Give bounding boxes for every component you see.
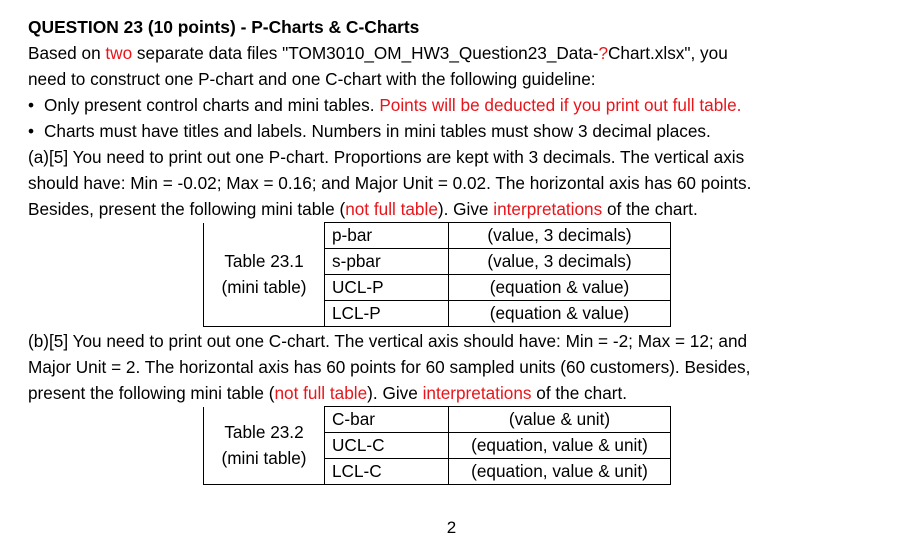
intro-text: Based on <box>28 43 106 63</box>
bullet-warning: Points will be deducted if you print out full table. <box>379 95 742 115</box>
part-a-line-1: (a)[5] You need to print out one P-chart. Proportions are kept with 3 decimals. The vertical axis <box>28 147 745 167</box>
table-key: p-bar <box>325 223 449 249</box>
part-b-text: of the chart. <box>531 383 628 403</box>
part-b-text: ). Give <box>367 383 423 403</box>
mini-table-23-2 <box>203 406 671 485</box>
bullet-icon: • <box>28 121 35 141</box>
intro-text: Chart.xlsx", you <box>608 43 728 63</box>
intro-line-1 <box>28 40 888 66</box>
table-key: LCL-C <box>325 459 449 485</box>
table-key: s-pbar <box>325 249 449 275</box>
part-a-line-2: should have: Min = -0.02; Max = 0.16; and Major Unit = 0.02. The horizontal axis has 60 points. <box>28 173 752 193</box>
bullet-icon: • <box>28 95 35 115</box>
table-label-title: Table 23.1 <box>224 251 304 272</box>
mini-table-23-1 <box>203 222 671 327</box>
table-value: (equation & value) <box>449 301 671 327</box>
highlight-two: two <box>105 43 133 63</box>
part-b-line-3 <box>28 380 888 406</box>
part-a-text: of the chart. <box>602 199 698 219</box>
table-value: (value, 3 decimals) <box>449 249 671 275</box>
table-row <box>204 407 671 433</box>
highlight-not-full-table: not full table <box>345 199 438 219</box>
bullet-item <box>28 118 888 144</box>
table-value: (equation & value) <box>449 275 671 301</box>
table-value: (value & unit) <box>449 407 671 433</box>
table-label <box>204 223 325 327</box>
table-key: UCL-C <box>325 433 449 459</box>
table-value: (equation, value & unit) <box>449 459 671 485</box>
table-value: (equation, value & unit) <box>449 433 671 459</box>
intro-line-2: need to construct one P-chart and one C-chart with the following guideline: <box>28 69 596 89</box>
bullet-item <box>28 92 888 118</box>
highlight-question-mark: ? <box>598 43 608 63</box>
table-label-subtitle: (mini table) <box>221 277 307 298</box>
table-value: (value, 3 decimals) <box>449 223 671 249</box>
bullet-text: Charts must have titles and labels. Numbers in mini tables must show 3 decimal places. <box>44 121 711 141</box>
part-a-line-3 <box>28 196 888 222</box>
table-key: LCL-P <box>325 301 449 327</box>
highlight-interpretations: interpretations <box>422 383 532 403</box>
table-label-title: Table 23.2 <box>224 422 304 443</box>
intro-text: separate data files "TOM3010_OM_HW3_Question23_Data- <box>132 43 599 63</box>
document-page <box>28 14 888 406</box>
part-a-text: Besides, present the following mini table ( <box>28 199 346 219</box>
part-b-line-2: Major Unit = 2. The horizontal axis has 60 points for 60 sampled units (60 customers). Besides, <box>28 357 751 377</box>
page-number: 2 <box>446 518 457 537</box>
question-heading: QUESTION 23 (10 points) - P-Charts & C-Charts <box>28 17 420 37</box>
bullet-text: Only present control charts and mini tables. <box>44 95 380 115</box>
table-key: C-bar <box>325 407 449 433</box>
table-label <box>204 407 325 485</box>
table-row <box>204 223 671 249</box>
highlight-interpretations: interpretations <box>493 199 603 219</box>
part-a-text: ). Give <box>437 199 494 219</box>
part-b-line-1: (b)[5] You need to print out one C-chart. The vertical axis should have: Min = -2; Max = 12; and <box>28 331 748 351</box>
table-key: UCL-P <box>325 275 449 301</box>
highlight-not-full-table: not full table <box>274 383 368 403</box>
part-b-text: present the following mini table ( <box>28 383 275 403</box>
table-label-subtitle: (mini table) <box>221 448 307 469</box>
